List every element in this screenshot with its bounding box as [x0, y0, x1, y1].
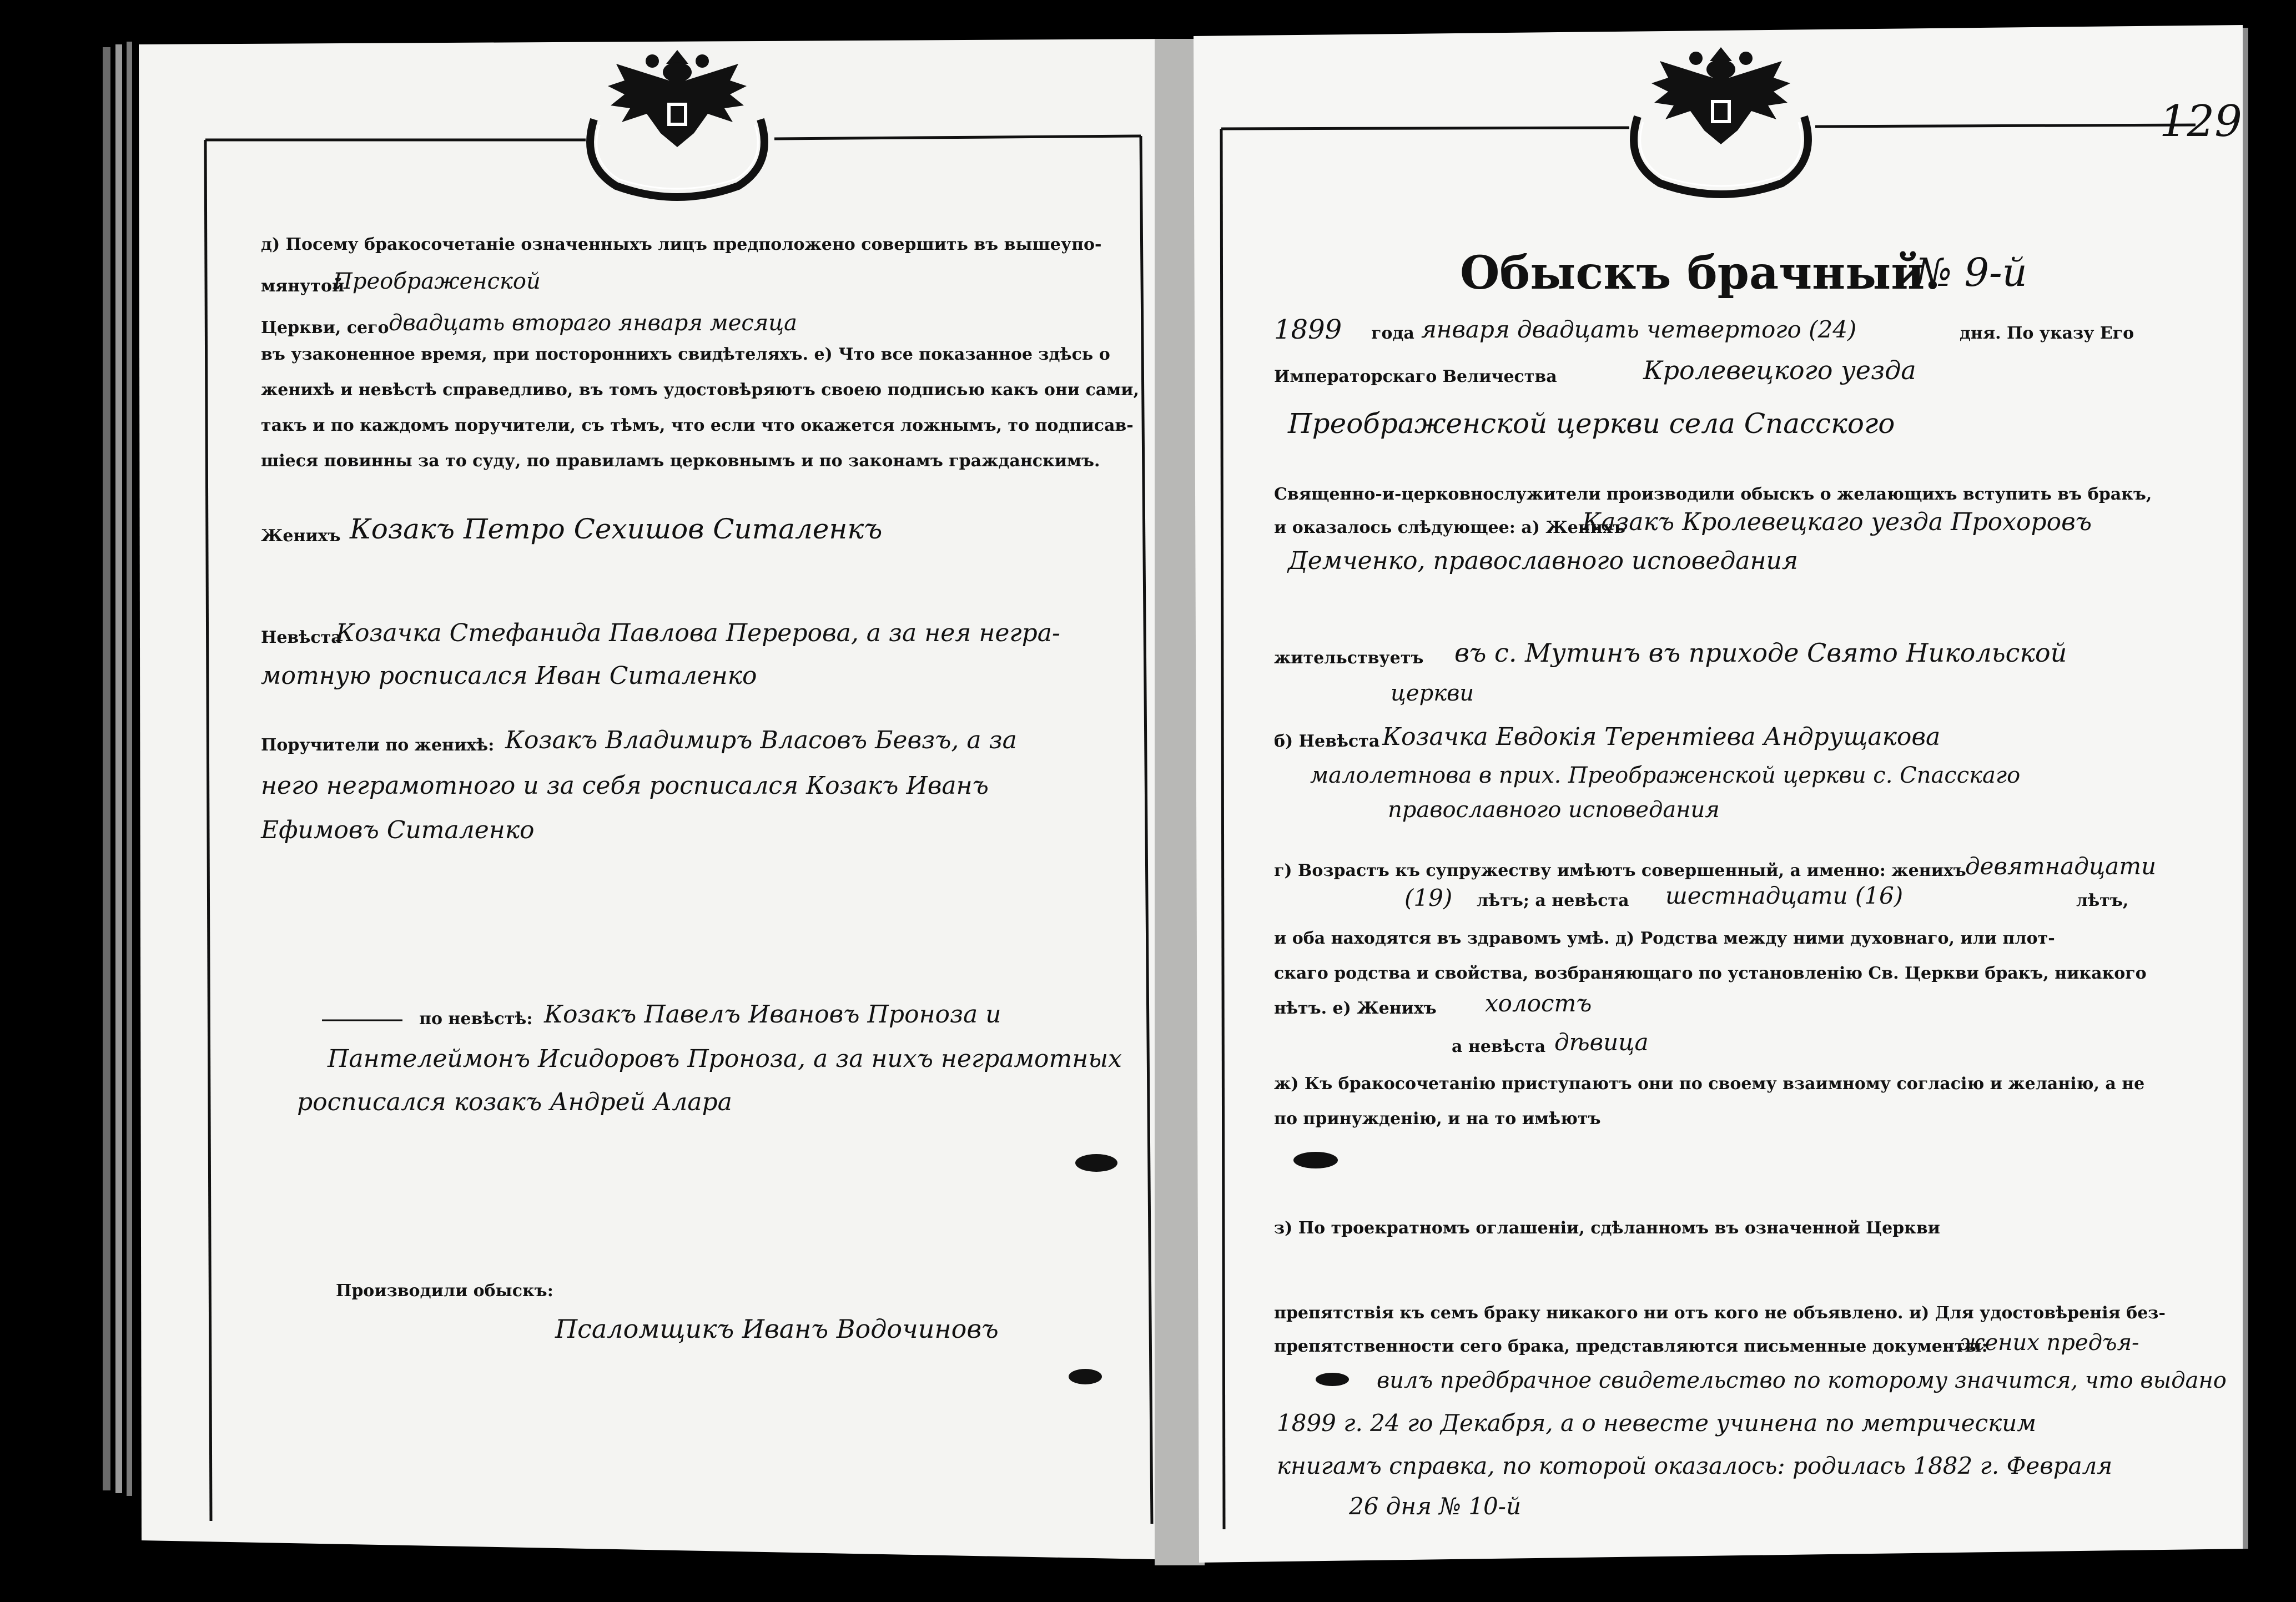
- page-number: 129: [2159, 97, 2242, 147]
- groom-guarantors-handwritten-1: Козакъ Владимиръ Власовъ Бевзъ, а за: [505, 726, 1017, 754]
- line6-handwritten: Демченко, православного исповедания: [1288, 547, 1798, 575]
- line1-printed-a: года: [1371, 324, 1414, 343]
- bride-guarantors-label: по невѣстѣ:: [419, 1009, 533, 1029]
- age-printed: г) Возрастъ къ супружеству имѣютъ совершенный, а именно: женихъ: [1274, 861, 1966, 880]
- ink-blot: [1075, 1154, 1117, 1172]
- bride-right-handwritten-1: Козачка Евдокія Терентіева Андрущакова: [1382, 723, 1941, 751]
- residence-handwritten-1: въ с. Мутинъ въ приходе Свято Никольской: [1454, 638, 2067, 668]
- groom-guarantors-label: Поручители по женихѣ:: [261, 735, 495, 755]
- groom-guarantors-handwritten-2: него неграмотного и за себя росписался Козакъ Иванъ: [261, 772, 989, 800]
- residence-printed: жительствуетъ: [1274, 648, 1424, 668]
- kin-line-1: и оба находятся въ здравомъ умѣ. д) Родства между ними духовнаго, или плот-: [1274, 929, 2055, 948]
- line5-printed: и оказалось слѣдующее: а) Женихъ: [1274, 518, 1625, 537]
- ink-blot: [1316, 1373, 1349, 1386]
- ink-blot: [1293, 1152, 1338, 1168]
- groom-handwritten: Козакъ Петро Сехишов Ситаленкъ: [350, 513, 883, 545]
- conducted-handwritten: Псаломщикъ Иванъ Водочиновъ: [555, 1314, 999, 1344]
- conducted-label: Производили обыскъ:: [336, 1281, 553, 1301]
- left-line-5: женихѣ и невѣстѣ справедливо, въ томъ удостовѣряютъ своею подписью какъ они сами,: [261, 380, 1139, 400]
- bride-guarantors-handwritten-2: Пантелеймонъ Исидоровъ Проноза, а за нихъ неграмотных: [328, 1045, 1122, 1073]
- bride-right-handwritten-2: малолетнова в прих. Преображенской церкви с. Спасскаго: [1310, 763, 2021, 788]
- bride-handwritten-1: Козачка Стефанида Павлова Перерова, а за нея негра-: [336, 619, 1060, 647]
- kin-line-3: нѣтъ. е) Женихъ: [1274, 999, 1437, 1018]
- consent-line-2: по принужденію, и на то имѣютъ: [1274, 1109, 1601, 1129]
- kin-line-2: скаго родства и свойства, возбраняющаго по установленію Св. Церкви бракъ, никакого: [1274, 964, 2147, 983]
- age-line2-printed-b: лѣтъ,: [2076, 891, 2129, 910]
- line1-printed-b: дня. По указу Его: [1960, 324, 2134, 343]
- left-line-6: такъ и по каждомъ поручители, съ тѣмъ, что если что окажется ложнымъ, то подписав-: [261, 416, 1134, 435]
- bride-handwritten-2: мотную росписался Иван Ситаленко: [261, 662, 757, 690]
- left-line-3-handwritten: двадцать втораго января месяца: [389, 310, 798, 336]
- documents-line-1: вилъ предбрачное свидетельство по которому значится, что выдано: [1377, 1368, 2227, 1393]
- age-groom-handwritten: девятнадцати: [1965, 853, 2157, 880]
- line5-handwritten: Казакъ Кролевецкаго уезда Прохоровъ: [1582, 508, 2092, 536]
- bride-right-handwritten-3: православного исповедания: [1388, 797, 1720, 823]
- line2-printed: Императорскаго Величества: [1274, 367, 1557, 386]
- age-groom-number: (19): [1404, 884, 1453, 911]
- left-line-7: шіеся повинны за то суду, по правиламъ церковнымъ и по законамъ гражданскимъ.: [261, 451, 1100, 471]
- groom-guarantors-handwritten-3: Ефимовъ Ситаленко: [261, 816, 535, 844]
- bride-guarantors-handwritten-3: росписался козакъ Андрей Алара: [297, 1088, 732, 1116]
- consent-line-1: ж) Къ бракосочетанію приступаютъ они по своему взаимному согласію и желанію, а не: [1274, 1074, 2145, 1094]
- documents-line-3: книгамъ справка, по которой оказалось: родилась 1882 г. Февраля: [1277, 1452, 2113, 1479]
- line4-printed: Священно-и-церковнослужители производили обыскъ о желающихъ вступить въ бракъ,: [1274, 485, 2152, 504]
- year-handwritten: 1899: [1274, 314, 1342, 345]
- page-edges-right: [2243, 28, 2248, 1549]
- left-line-2-handwritten: Преображенской: [333, 269, 541, 294]
- page-edges-left: [103, 42, 132, 1496]
- groom-status-handwritten: холостъ: [1485, 990, 1592, 1017]
- line3-handwritten: Преображенской церкви села Спасского: [1288, 407, 1895, 440]
- age-bride-handwritten: шестнадцати (16): [1665, 882, 1904, 909]
- bride-guarantors-handwritten-1: Козакъ Павелъ Ивановъ Проноза и: [544, 1000, 1001, 1029]
- groom-label: Женихъ: [261, 526, 341, 546]
- obstacle-line-2: препятственности сего брака, представляются письменные документы:: [1274, 1337, 1988, 1356]
- obstacle-line-1: препятствія къ семъ браку никакого ни отъ кого не объявлено. и) Для удостовѣренія без-: [1274, 1303, 2166, 1323]
- residence-handwritten-2: церкви: [1391, 681, 1474, 706]
- bride-label: Невѣста: [261, 628, 342, 647]
- document-number: № 9-й: [1915, 250, 2027, 295]
- age-line2-printed-a: лѣтъ; а невѣста: [1477, 891, 1629, 910]
- ink-blot: [1069, 1369, 1102, 1384]
- bride-status-handwritten: дѣвица: [1554, 1029, 1649, 1056]
- left-line-2-printed: мянутой: [261, 276, 345, 296]
- bride-right-printed: б) Невѣста: [1274, 732, 1380, 751]
- documents-line-2: 1899 г. 24 го Декабря, а о невесте учинена по метрическим: [1277, 1409, 2037, 1437]
- obstacle-line-2-handwritten: жених предъя-: [1960, 1330, 2139, 1356]
- banns-line: з) По троекратномъ оглашеніи, сдѣланномъ въ означенной Церкви: [1274, 1218, 1940, 1238]
- left-line-3-printed: Церкви, сего: [261, 318, 389, 337]
- line2-handwritten: Кролевецкого уезда: [1643, 355, 1916, 385]
- document-title: Обыскъ брачный.: [1460, 246, 1941, 300]
- left-line-4: въ узаконенное время, при постороннихъ свидѣтеляхъ. е) Что все показанное здѣсь о: [261, 345, 1110, 364]
- bride-status-printed: а невѣста: [1452, 1037, 1546, 1056]
- date-handwritten: января двадцать четвертого (24): [1421, 316, 1857, 343]
- left-line-1: д) Посему бракосочетаніе означенныхъ лицъ предположено совершить въ вышеупо-: [261, 235, 1102, 254]
- documents-line-4: 26 дня № 10-й: [1349, 1493, 1522, 1520]
